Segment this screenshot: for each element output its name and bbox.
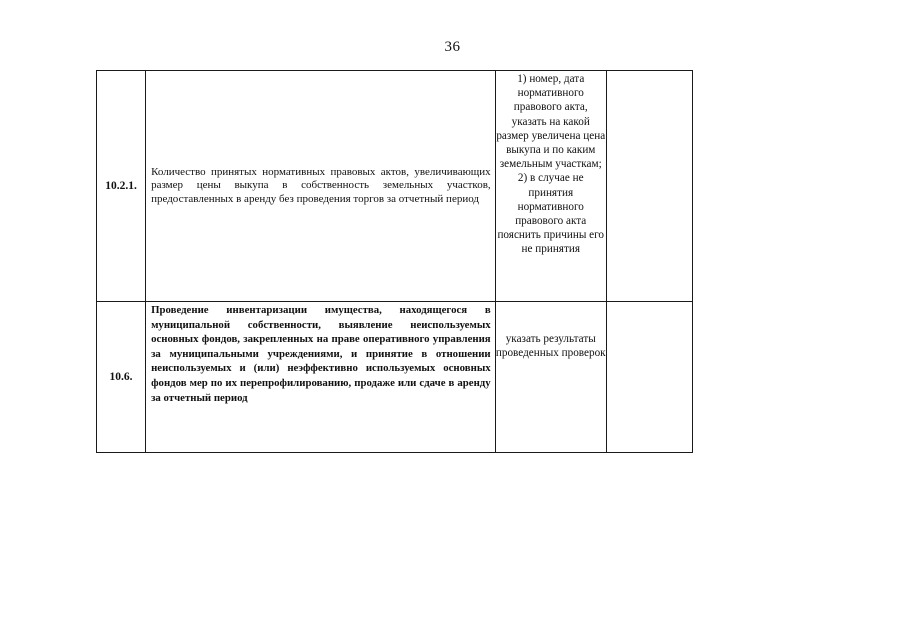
row-note-cell: 1) номер, дата нормативного правового акта, указать на какой размер увеличена цена выкупа и по каким земельным участкам; 2) в случае не принятия нормативного правового акта пояснить причины его не принятия [495,71,606,302]
page-number: 36 [444,39,461,55]
indicators-table [96,70,693,453]
table-row [97,71,693,302]
table-row [97,302,693,453]
row-description-cell: Проведение инвентаризации имущества, находящегося в муниципальной собственности, выявление неиспользуемых основных фондов, закрепленных на праве оперативного управления за муниципальными учреждениями, и принятие в отношении неиспользуемых и (или) неэффективно используемых основных фондов мер по их перепрофилированию, продаже или сдаче в аренду за отчетный период [146,302,496,453]
row-number-cell: 10.6. [97,302,146,453]
row-number-cell: 10.2.1. [97,71,146,302]
row-empty-cell [606,71,692,302]
row-description-cell: Количество принятых нормативных правовых актов, увеличивающих размер цены выкупа в собственность земельных участков, предоставленных в аренду без проведения торгов за отчетный период [146,71,496,302]
row-empty-cell [606,302,692,453]
row-note-cell: указать результаты проведенных проверок [495,302,606,453]
